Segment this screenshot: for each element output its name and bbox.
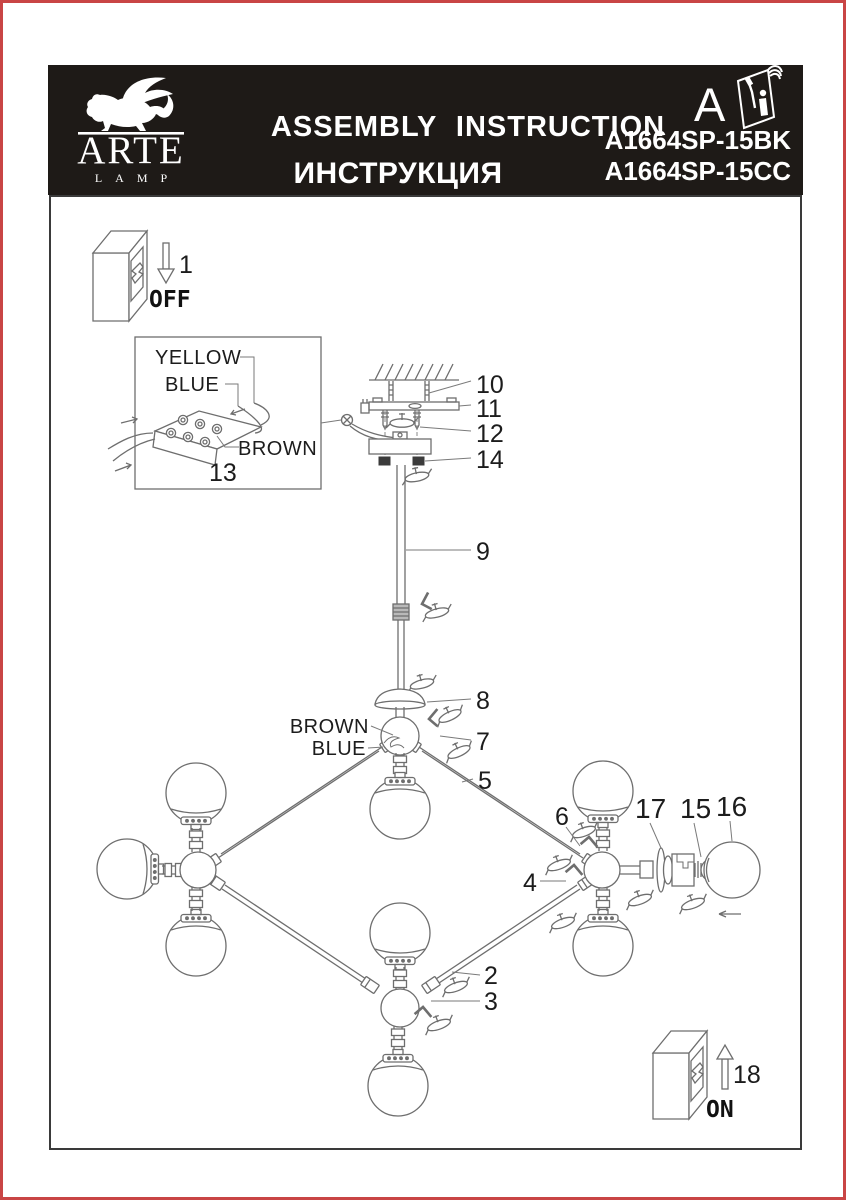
part-label-12: 12 [476,420,504,448]
wire-label-yellow: YELLOW [155,347,242,369]
wall-switch-on [653,1031,707,1119]
rotation-disc-icon [541,850,576,875]
part-label-5: 5 [478,767,492,795]
title-russian: ИНСТРУКЦИЯ [293,157,503,190]
lower-canopy [375,689,425,709]
part-label-10: 10 [476,371,504,399]
brand-subname: LAMP [94,171,181,185]
glass-globe [368,1050,428,1117]
arm-connector [422,976,441,993]
switch-off-label: OFF [149,287,191,313]
ceiling-canopy [369,432,431,454]
model-number-1: A1664SP-15BK [604,125,791,155]
wall-switch-off [93,231,147,321]
allen-key-icon [566,865,583,882]
globe-stem [597,827,610,851]
hub-wire-label-brown: BROWN [289,716,369,738]
right-hub [584,852,620,888]
globe-stem [392,1026,405,1050]
glass-globe [573,910,633,977]
part-label-3: 3 [484,988,498,1016]
globe-stem [394,967,407,991]
arrow-down-icon [158,243,174,283]
terminal-block [108,403,269,471]
ceiling-hatch [369,364,459,380]
title-english: ASSEMBLY INSTRUCTION [270,111,666,143]
rotation-disc-icon [438,972,473,997]
part-label-14: 14 [476,446,504,474]
step-label-13: 13 [209,459,237,487]
brand-name: ARTE [77,129,185,172]
glass-globe [166,910,226,977]
globe-stem [190,887,203,911]
glass-globe [370,903,430,970]
hub-wire-label-blue: BLUE [311,738,366,760]
allen-key-icon [581,837,598,854]
part-label-11: 11 [476,395,502,423]
assembly-diagram [3,3,846,1200]
rotation-disc-icon [421,1010,456,1035]
arrow-up-icon [717,1045,733,1089]
bottom-hub [381,989,419,1027]
glass-globe [573,761,633,828]
lock-nuts [379,457,424,465]
wire-label-brown: BROWN [238,438,318,460]
rotation-disc-icon [545,908,580,933]
wiring-inset [108,337,341,489]
rotation-disc-icon [386,413,418,428]
socket-assembly [620,842,760,917]
arm-connector [361,976,380,993]
top-hub [381,707,419,755]
allen-key-icon [429,709,446,726]
part-label-8: 8 [476,687,490,715]
rotation-disc-icon [622,885,657,910]
glass-globe [166,763,226,830]
globe-stem [597,887,610,911]
step-label-18: 18 [733,1061,761,1089]
down-rod [393,465,409,691]
part-label-4: 4 [523,869,537,897]
mounting-bolts [389,381,429,401]
part-label-9: 9 [476,538,490,566]
glass-globe [370,773,430,840]
part-label-16: 16 [716,791,748,822]
part-label-2: 2 [484,962,498,990]
switch-on-label: ON [706,1097,734,1123]
mounting-bracket [369,398,459,410]
step-label-1: 1 [179,251,193,279]
rotation-disc-icon [431,700,466,727]
wire-label-blue: BLUE [165,374,220,396]
left-hub [180,852,216,888]
part-label-7: 7 [476,728,490,756]
rotation-disc-icon [675,889,710,914]
model-number-2: A1664SP-15CC [604,156,791,186]
part-label-6: 6 [555,803,569,831]
globe-stem [190,828,203,852]
section-letter: A [694,78,726,131]
glass-globe [97,839,164,899]
part-label-15: 15 [680,793,712,824]
part-label-17: 17 [635,793,667,824]
